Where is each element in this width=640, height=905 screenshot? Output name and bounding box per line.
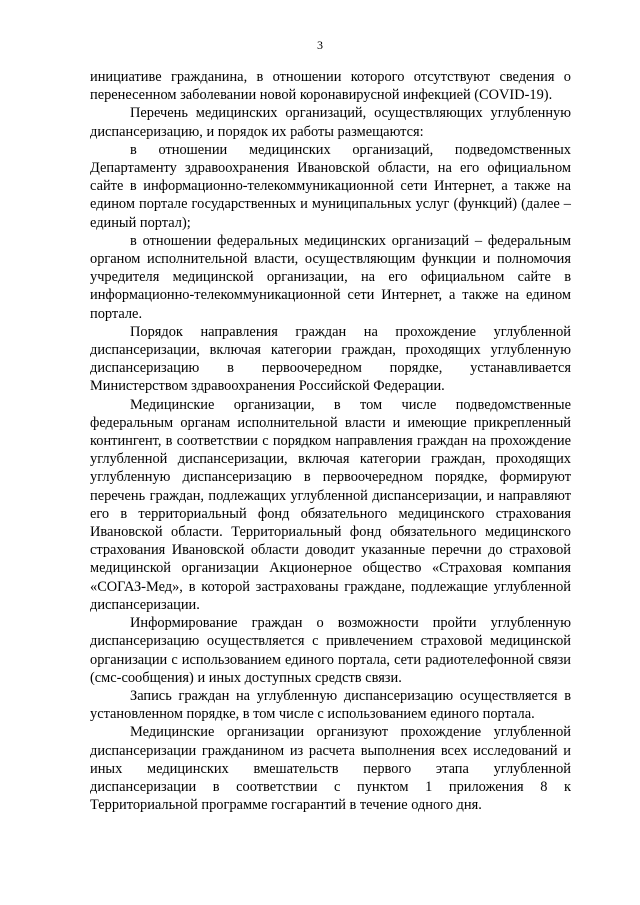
document-body [90, 68, 571, 814]
paragraph-covid-continuation: инициативе гражданина, в отношении которого отсутствуют сведения о перенесенном заболевании новой коронавирусной инфекцией (COVID-19). [90, 69, 571, 104]
paragraph-regional-organizations: в отношении медицинских организаций, подведомственных Департаменту здравоохранения Ивановской области, на его официальном сайте в информационно-телекоммуникационной сети Интернет, а также на едином портале государственных и муниципальных услуг (функций) (далее – единый портал); [90, 141, 571, 231]
paragraph-referral-procedure: Порядок направления граждан на прохождение углубленной диспансеризации, включая категории граждан, проходящих углубленную диспансеризацию в первоочередном порядке, устанавливается Министерством здравоохранения Российской Федерации. [90, 323, 571, 395]
page-number: 3 [317, 38, 323, 52]
paragraph-organizations-list-intro: Перечень медицинских организаций, осуществляющих углубленную диспансеризацию, и порядок их работы размещаются: [90, 105, 571, 140]
paragraph-one-day-completion: Медицинские организации организуют прохождение углубленной диспансеризации гражданином из расчета выполнения всех исследований и иных медицинских вмешательств первого этапа углубленной диспансеризации в соответствии с пунктом 1 приложения 8 к Территориальной программе госгарантий в течение одного дня. [90, 724, 571, 814]
paragraph-informing-citizens: Информирование граждан о возможности пройти углубленную диспансеризацию осуществляется с привлечением страховой медицинской организации с использованием единого портала, сети радиотелефонной связи (смс-сообщения) и иных доступных средств связи. [90, 615, 571, 686]
paragraph-registration: Запись граждан на углубленную диспансеризацию осуществляется в установленном порядке, в том числе с использованием единого портала. [90, 687, 571, 723]
paragraph-citizen-lists: Медицинские организации, в том числе подведомственные федеральным органам исполнительной власти и имеющие прикрепленный контингент, в соответствии с порядком направления граждан на прохождение углубленной диспансеризации, включая категории граждан, проходящих углубленную диспансеризацию в первоочередном порядке, формируют перечень граждан, подлежащих углубленной диспансеризации, и направляют его в территориальный фонд обязательного медицинского страхования Ивановской области. Территориальный фонд обязательного медицинского страхования Ивановской области доводит указанные перечни до страховой медицинской организации Акционерное общество «Страховая компания «СОГАЗ-Мед», в которой застрахованы граждане, подлежащие углубленной диспансеризации. [90, 396, 571, 613]
paragraph-federal-organizations: в отношении федеральных медицинских организаций – федеральным органом исполнительной власти, осуществляющим функции и полномочия учредителя медицинской организации, на его официальном сайте в информационно-телекоммуникационной сети Интернет, а также на едином портале. [90, 232, 571, 322]
